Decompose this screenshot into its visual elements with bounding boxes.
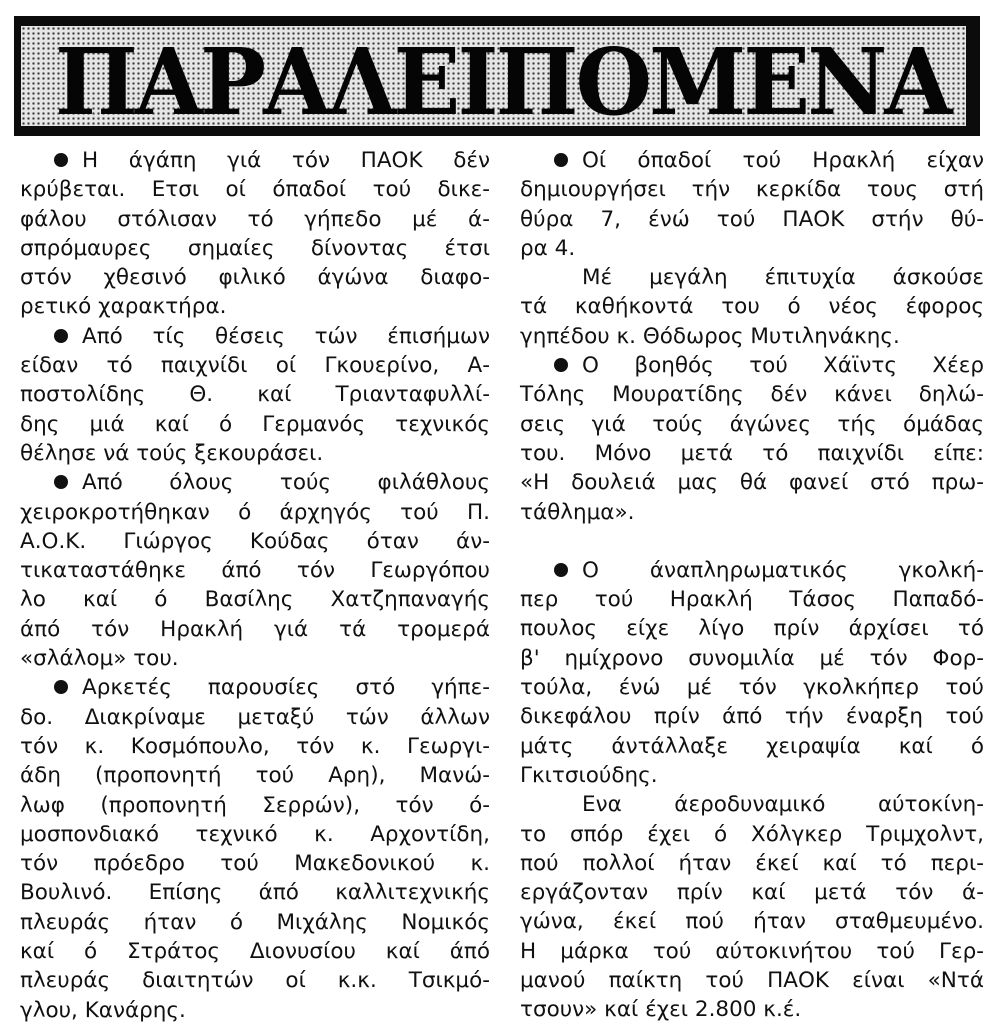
text-line xyxy=(20,996,490,1025)
line-text: μοσπονδιακό τεχνικό κ. Αρχοντίδη, xyxy=(20,821,490,847)
text-line xyxy=(20,527,490,556)
news-item xyxy=(520,790,984,1024)
text-line xyxy=(20,380,490,409)
text-line xyxy=(20,732,490,761)
line-text: «σλάλομ» του. xyxy=(20,646,179,672)
text-line xyxy=(520,644,984,673)
line-text: γλου, Κανάρης. xyxy=(20,997,186,1023)
text-line xyxy=(520,937,984,966)
text-line xyxy=(20,439,490,468)
text-line xyxy=(520,322,984,351)
news-item xyxy=(520,556,984,790)
line-text: Ο άναπληρωματικός γκολκή- xyxy=(582,557,984,583)
line-text: Η άγάπη γιά τόν ΠΑΟΚ δέν xyxy=(82,148,490,173)
line-text: ποστολίδης Θ. καί Τριανταφυλλί- xyxy=(20,382,490,408)
line-text: β' ημίχρονο συνομιλία μέ τόν Φορ- xyxy=(520,645,984,671)
text-line xyxy=(20,468,490,497)
line-text: περ τού Ηρακλή Τάσος Παπαδό- xyxy=(520,587,984,613)
text-line xyxy=(520,205,984,234)
line-text: τσουν» καί έχει 2.800 κ.έ. xyxy=(520,997,802,1023)
line-text: μανού παίκτη τού ΠΑΟΚ είναι «Ντά xyxy=(520,968,984,994)
text-line xyxy=(20,205,490,234)
text-line xyxy=(20,937,490,966)
line-text: Βουλινό. Επίσης άπό καλλιτεχνικής xyxy=(20,880,490,906)
line-text: τόν κ. Κοσμόπουλο, τόν κ. Γεωργι- xyxy=(20,733,490,759)
text-line xyxy=(520,263,984,292)
line-text: τά καθήκοντά του ό νέος έφορος xyxy=(520,294,984,320)
line-text: άπό τόν Ηρακλή γιά τά τρομερά xyxy=(20,616,490,642)
line-text: θύρα 7, ένώ τού ΠΑΟΚ στήν θύ- xyxy=(520,206,984,232)
line-text: εργάζονταν πρίν καί μετά τόν ά- xyxy=(520,880,984,906)
line-text: θέλησε νά τούς ξεκουράσει. xyxy=(20,440,324,466)
text-line xyxy=(20,410,490,439)
text-line xyxy=(20,673,490,702)
text-line xyxy=(20,585,490,614)
text-line xyxy=(20,791,490,820)
line-text: του. Μόνο μετά τό παιχνίδι είπε: xyxy=(520,440,984,466)
line-text: λο καί ό Βασίλης Χατζηπαναγής xyxy=(20,587,490,613)
line-text: Αρκετές παρουσίες στό γήπε- xyxy=(82,675,490,701)
line-text: τικαταστάθηκε άπό τόν Γεωργόπου xyxy=(20,558,490,584)
text-line xyxy=(520,849,984,878)
line-text: τάθλημα». xyxy=(520,499,635,525)
text-line xyxy=(520,702,984,731)
line-text: Από τίς θέσεις τών έπισήμων xyxy=(82,323,490,349)
line-text: στόν χθεσινό φιλικό άγώνα διαφο- xyxy=(20,265,490,291)
news-item xyxy=(520,351,984,527)
line-text: Μέ μεγάλη έπιτυχία άσκούσε xyxy=(582,265,984,291)
news-item xyxy=(20,322,490,468)
text-line xyxy=(520,410,984,439)
line-text: πού πολλοί ήταν έκεί καί τό περι- xyxy=(520,850,984,876)
line-text: λωφ (προπονητή Σερρών), τόν ό- xyxy=(20,792,490,818)
news-item xyxy=(20,673,490,1025)
line-text: Α.Ο.Κ. Γιώργος Κούδας όταν άν- xyxy=(20,528,490,554)
text-line xyxy=(20,322,490,351)
line-text: Γκιτσιούδης. xyxy=(520,762,658,788)
text-line xyxy=(520,732,984,761)
text-line xyxy=(520,673,984,702)
right-column xyxy=(520,146,984,1025)
bullet-icon xyxy=(54,153,68,167)
text-line xyxy=(520,556,984,585)
text-line xyxy=(520,761,984,790)
text-line xyxy=(520,146,984,175)
text-line xyxy=(20,820,490,849)
text-line xyxy=(520,995,984,1024)
text-line xyxy=(20,146,490,175)
line-text: σεις γιά τούς άγώνες τής όμάδας xyxy=(520,411,984,437)
text-line xyxy=(520,380,984,409)
line-text: «Η δουλειά μας θά φανεί στό πρω- xyxy=(520,470,984,496)
news-item xyxy=(520,146,984,263)
text-line xyxy=(520,292,984,321)
line-text: πλευράς διαιτητών οί κ.κ. Τσικμό- xyxy=(20,968,490,994)
line-text: τόν πρόεδρο τού Μακεδονικού κ. xyxy=(20,851,490,877)
text-line xyxy=(520,907,984,936)
line-text: Η μάρκα τού αύτοκινήτου τού Γερ- xyxy=(520,938,984,964)
header-banner xyxy=(14,16,980,136)
line-text: Ενα άεροδυναμικό αύτοκίνη- xyxy=(582,792,984,818)
text-line xyxy=(20,351,490,380)
text-line xyxy=(520,468,984,497)
line-text: κρύβεται. Ετσι οί όπαδοί τού δικε- xyxy=(20,177,490,203)
line-text: σπρόμαυρες σημαίες δίνοντας έτσι xyxy=(20,235,490,261)
text-line xyxy=(20,908,490,937)
text-line xyxy=(520,966,984,995)
text-line xyxy=(20,556,490,585)
text-line xyxy=(520,878,984,907)
line-text: άδη (προπονητή τού Αρη), Μανώ- xyxy=(20,763,490,789)
text-line xyxy=(20,878,490,907)
line-text: γώνα, έκεί πού ήταν σταθμευμένο. xyxy=(520,909,984,935)
line-text: Ο βοηθός τού Χάϊντς Χέερ xyxy=(582,353,984,379)
bullet-icon xyxy=(554,563,568,577)
news-item xyxy=(520,263,984,351)
text-line xyxy=(520,439,984,468)
line-text: χειροκροτήθηκαν ό άρχηγός τού Π. xyxy=(20,499,490,525)
line-text: ρετικό χαρακτήρα. xyxy=(20,294,227,320)
line-text: δης μιά καί ό Γερμανός τεχνικός xyxy=(20,411,490,437)
bullet-icon xyxy=(54,680,68,694)
line-text: Από όλους τούς φιλάθλους xyxy=(82,470,490,496)
text-line xyxy=(20,761,490,790)
bullet-icon xyxy=(554,358,568,372)
text-line xyxy=(20,849,490,878)
text-line xyxy=(520,175,984,204)
line-text: Τόλης Μουρατίδης δέν κάνει δηλώ- xyxy=(520,382,984,408)
line-text: γηπέδου κ. Θόδωρος Μυτιληνάκης. xyxy=(520,323,900,349)
text-line xyxy=(20,644,490,673)
text-line xyxy=(20,966,490,995)
line-text: είδαν τό παιχνίδι οί Γκουερίνο, Α- xyxy=(20,353,490,379)
line-text: μάτς άντάλλαξε χειραψία καί ό xyxy=(520,733,984,759)
text-line xyxy=(20,292,490,321)
bullet-icon xyxy=(54,475,68,489)
text-line xyxy=(520,234,984,263)
paragraph-gap xyxy=(520,527,984,556)
line-text: ρα 4. xyxy=(520,235,576,261)
text-line xyxy=(20,498,490,527)
bullet-icon xyxy=(54,329,68,343)
text-line xyxy=(20,263,490,292)
line-text: δημιουργήσει τήν κερκίδα τους στή xyxy=(520,177,984,203)
line-text: καί ό Στράτος Διονυσίου καί άπό xyxy=(20,939,490,965)
line-text: δικεφάλου πρίν άπό τήν έναρξη τού xyxy=(520,704,984,730)
left-column xyxy=(20,146,490,1025)
header-dotted-background xyxy=(21,26,966,136)
line-text: πλευράς ήταν ό Μιχάλης Νομικός xyxy=(20,909,490,935)
line-text: Οί όπαδοί τού Ηρακλή είχαν xyxy=(582,148,984,173)
text-line xyxy=(520,585,984,614)
text-line xyxy=(20,175,490,204)
text-line xyxy=(520,820,984,849)
page-title: ΠΑΡΑΛΕΙΠΟΜΕΝΑ xyxy=(55,28,950,136)
news-item xyxy=(20,146,490,322)
bullet-icon xyxy=(554,153,568,167)
text-line xyxy=(520,614,984,643)
line-text: τούλα, ένώ μέ τόν γκολκήπερ τού xyxy=(520,675,984,701)
text-line xyxy=(520,351,984,380)
line-text: το σπόρ έχει ό Χόλγκερ Τριμχολντ, xyxy=(520,821,984,847)
text-line xyxy=(20,615,490,644)
news-item xyxy=(20,468,490,673)
line-text: δο. Διακρίναμε μεταξύ τών άλλων xyxy=(20,704,490,730)
line-text: πουλος είχε λίγο πρίν άρχίσει τό xyxy=(520,616,984,642)
text-line xyxy=(20,234,490,263)
text-line xyxy=(20,703,490,732)
line-text: φάλου στόλισαν τό γήπεδο μέ ά- xyxy=(20,206,490,232)
text-line xyxy=(520,498,984,527)
text-line xyxy=(520,790,984,819)
